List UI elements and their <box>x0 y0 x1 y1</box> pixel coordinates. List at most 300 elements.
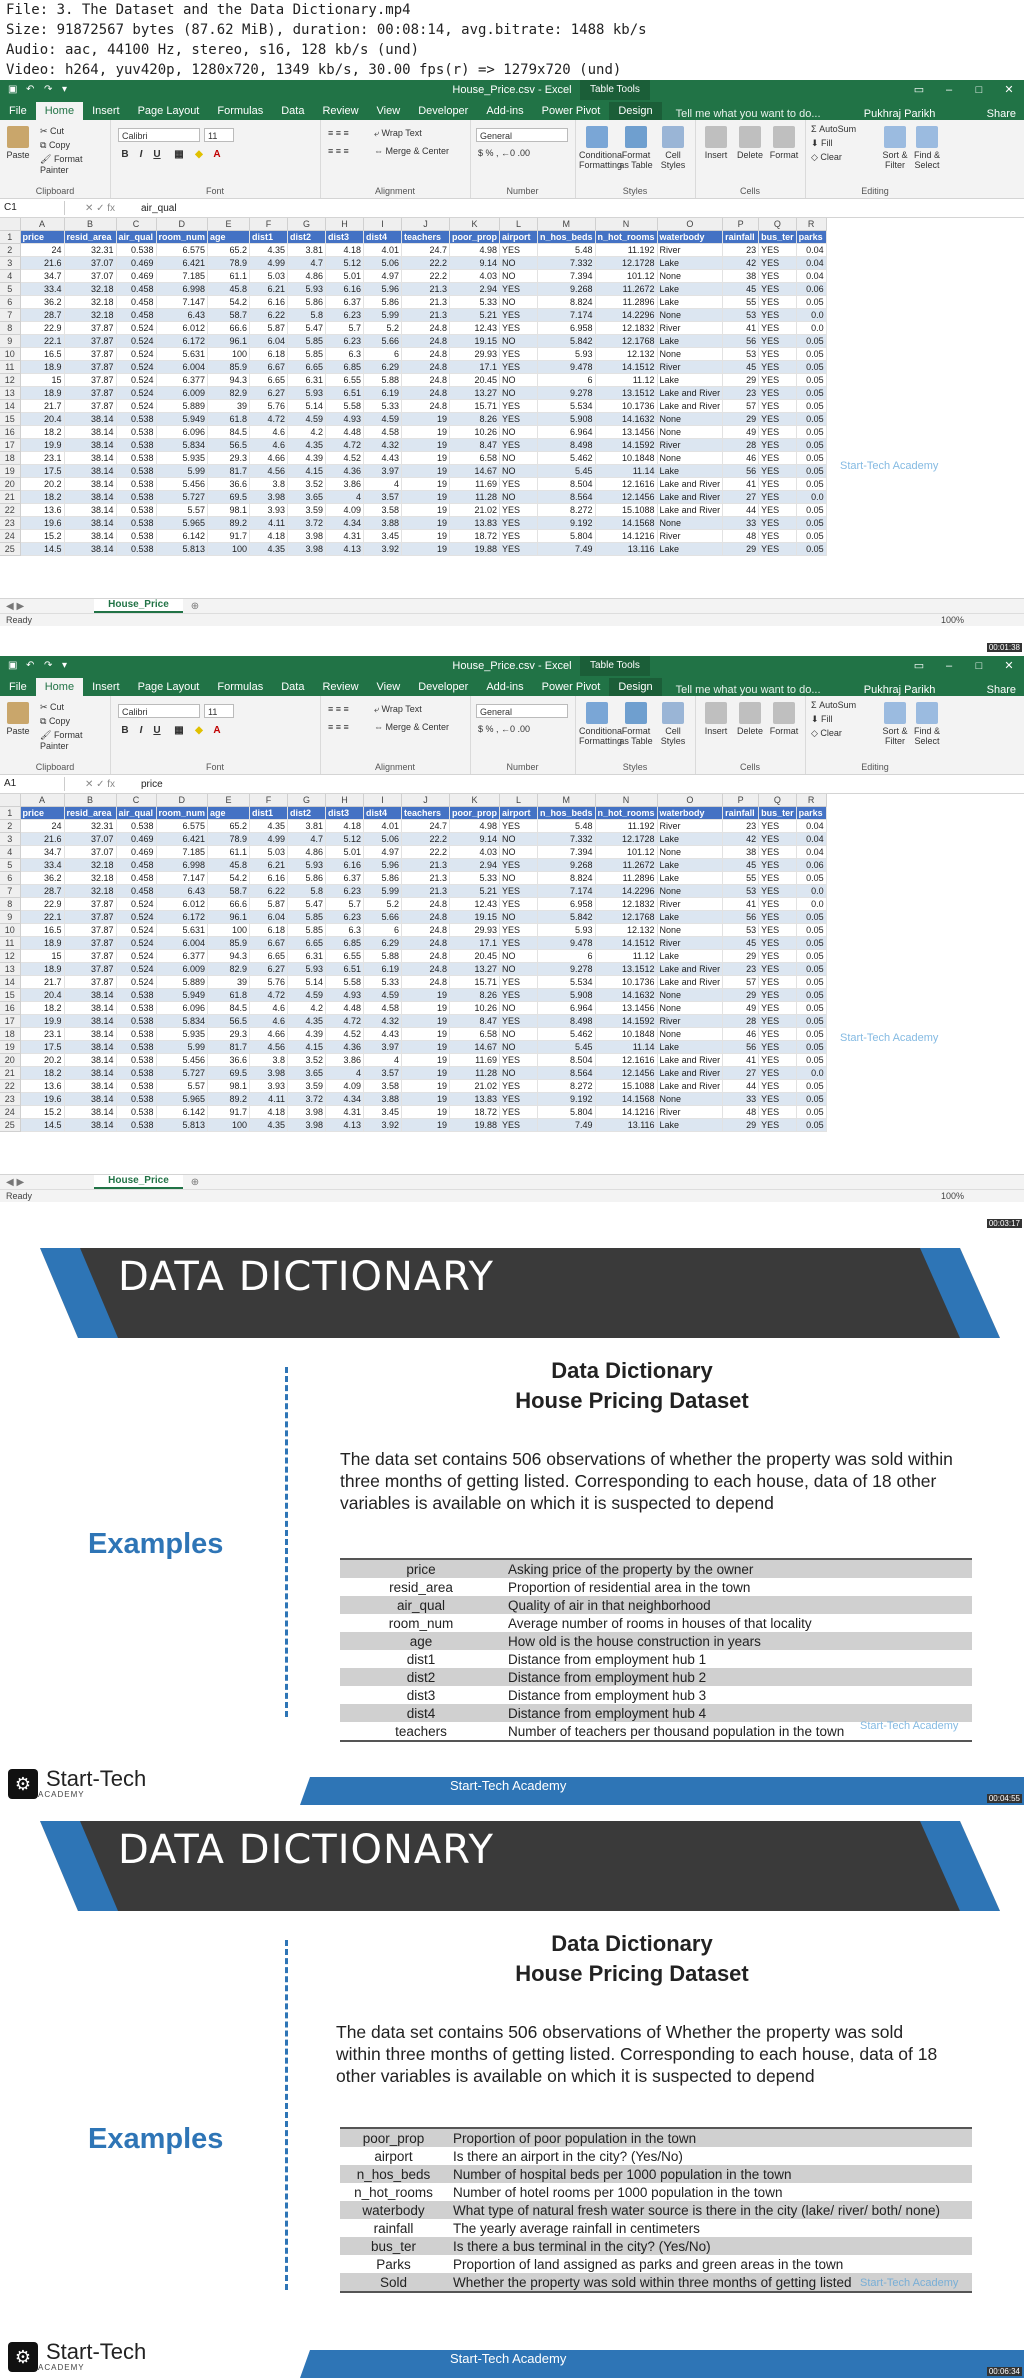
table-cell[interactable]: 20.2 <box>20 1054 64 1067</box>
table-cell[interactable]: 55 <box>723 872 759 885</box>
table-cell[interactable]: 11.2896 <box>595 872 657 885</box>
table-cell[interactable]: 12.1616 <box>595 1054 657 1067</box>
row-number[interactable]: 13 <box>0 387 20 400</box>
table-cell[interactable]: 100 <box>208 348 250 361</box>
row-number[interactable]: 6 <box>0 872 20 885</box>
table-cell[interactable]: 56 <box>723 911 759 924</box>
table-cell[interactable]: 3.98 <box>288 1106 326 1119</box>
table-cell[interactable]: 24.8 <box>402 348 450 361</box>
tab-review[interactable]: Review <box>322 681 359 693</box>
table-cell[interactable]: 6.172 <box>156 911 208 924</box>
table-cell[interactable]: 14.1512 <box>595 937 657 950</box>
table-cell[interactable]: Lake <box>657 1041 723 1054</box>
table-cell[interactable]: 38.14 <box>64 478 116 491</box>
add-sheet-icon[interactable]: ⊕ <box>190 600 200 612</box>
table-cell[interactable]: 0.05 <box>796 950 826 963</box>
sort-filter-button[interactable] <box>881 702 909 746</box>
tab-power-pivot[interactable]: Power Pivot <box>541 681 601 693</box>
table-cell[interactable]: 29.3 <box>208 1028 250 1041</box>
table-cell[interactable]: 14.1568 <box>595 1093 657 1106</box>
table-cell[interactable]: NO <box>500 1002 538 1015</box>
table-cell[interactable]: YES <box>500 924 538 937</box>
row-number[interactable]: 10 <box>0 348 20 361</box>
table-cell[interactable]: YES <box>500 989 538 1002</box>
add-sheet-icon[interactable]: ⊕ <box>190 1176 200 1188</box>
table-cell[interactable]: YES <box>759 989 797 1002</box>
table-cell[interactable]: Lake and River <box>657 1080 723 1093</box>
format-cells-button[interactable] <box>769 702 799 736</box>
table-cell[interactable]: 8.26 <box>450 413 500 426</box>
table-cell[interactable]: 5.456 <box>156 1054 208 1067</box>
table-cell[interactable]: 0.05 <box>796 543 826 556</box>
tab-add-ins[interactable]: Add-ins <box>486 681 524 693</box>
wrap-text-button[interactable]: ⤶ Wrap Text <box>374 128 422 138</box>
table-cell[interactable]: 5.88 <box>364 950 402 963</box>
table-cell[interactable]: YES <box>500 283 538 296</box>
table-cell[interactable]: 7.49 <box>538 543 596 556</box>
table-cell[interactable]: River <box>657 322 723 335</box>
table-cell[interactable]: 32.18 <box>64 296 116 309</box>
table-cell[interactable]: 4.18 <box>250 1106 288 1119</box>
column-letter[interactable]: K <box>450 218 500 231</box>
table-cell[interactable]: 21.6 <box>20 257 64 270</box>
table-cell[interactable]: 4.18 <box>326 244 364 257</box>
copy-button[interactable]: ⧉ Copy <box>40 140 70 150</box>
table-cell[interactable]: YES <box>759 872 797 885</box>
table-cell[interactable]: 6 <box>538 950 596 963</box>
delete-cells-button[interactable] <box>735 702 765 736</box>
row-number[interactable]: 8 <box>0 898 20 911</box>
table-cell[interactable]: 5.935 <box>156 1028 208 1041</box>
column-letter[interactable]: P <box>723 794 759 807</box>
underline-button[interactable]: U <box>153 725 161 736</box>
table-cell[interactable]: 29 <box>723 1119 759 1132</box>
tab-file[interactable]: File <box>9 681 27 693</box>
tab-developer[interactable]: Developer <box>418 105 469 117</box>
table-cell[interactable]: NO <box>500 491 538 504</box>
table-cell[interactable]: 0.05 <box>796 1028 826 1041</box>
column-letter[interactable]: G <box>288 218 326 231</box>
table-cell[interactable]: 38.14 <box>64 989 116 1002</box>
table-cell[interactable]: 8.47 <box>450 1015 500 1028</box>
table-cell[interactable]: 5.456 <box>156 478 208 491</box>
tab-view[interactable]: View <box>376 105 401 117</box>
table-cell[interactable]: 14.1592 <box>595 439 657 452</box>
table-cell[interactable]: 3.92 <box>364 543 402 556</box>
table-cell[interactable]: 4.52 <box>326 452 364 465</box>
table-cell[interactable]: 19 <box>402 452 450 465</box>
table-cell[interactable]: 5.58 <box>326 400 364 413</box>
table-cell[interactable]: 6.23 <box>326 885 364 898</box>
table-cell[interactable]: YES <box>759 348 797 361</box>
header-cell-resid_area[interactable]: resid_area <box>64 231 116 244</box>
table-cell[interactable]: 4.6 <box>250 1015 288 1028</box>
table-cell[interactable]: 24.8 <box>402 924 450 937</box>
table-cell[interactable]: YES <box>759 1002 797 1015</box>
table-cell[interactable]: 5.2 <box>364 322 402 335</box>
merge-center-button[interactable]: ⇔ Merge & Center <box>374 146 450 156</box>
table-cell[interactable]: 38.14 <box>64 1002 116 1015</box>
table-cell[interactable]: 19 <box>402 1067 450 1080</box>
table-cell[interactable]: YES <box>759 335 797 348</box>
table-cell[interactable]: 14.1216 <box>595 1106 657 1119</box>
table-cell[interactable]: 0.05 <box>796 1093 826 1106</box>
table-cell[interactable]: 5.66 <box>364 335 402 348</box>
table-cell[interactable]: 19.88 <box>450 543 500 556</box>
table-cell[interactable]: 6.096 <box>156 1002 208 1015</box>
bold-button[interactable]: B <box>121 149 129 160</box>
table-cell[interactable]: 3.98 <box>250 491 288 504</box>
table-cell[interactable]: 5.7 <box>326 322 364 335</box>
table-cell[interactable]: 5.21 <box>450 885 500 898</box>
table-cell[interactable]: 0.524 <box>116 950 156 963</box>
table-cell[interactable]: 6.958 <box>538 898 596 911</box>
table-cell[interactable]: YES <box>759 426 797 439</box>
table-cell[interactable]: 14.2296 <box>595 309 657 322</box>
tab-home[interactable]: Home <box>36 102 83 120</box>
table-cell[interactable]: 94.3 <box>208 950 250 963</box>
table-cell[interactable]: YES <box>759 1028 797 1041</box>
column-letter[interactable]: E <box>208 218 250 231</box>
table-cell[interactable]: None <box>657 413 723 426</box>
table-cell[interactable]: 5.12 <box>326 833 364 846</box>
find-select-button[interactable] <box>913 702 941 746</box>
table-cell[interactable]: YES <box>500 413 538 426</box>
table-cell[interactable]: 18.2 <box>20 1002 64 1015</box>
table-cell[interactable]: 53 <box>723 309 759 322</box>
table-cell[interactable]: 3.58 <box>364 504 402 517</box>
table-cell[interactable]: 4.35 <box>250 820 288 833</box>
table-cell[interactable]: 5.85 <box>288 348 326 361</box>
table-cell[interactable]: 45 <box>723 361 759 374</box>
table-cell[interactable]: 3.98 <box>288 530 326 543</box>
table-cell[interactable]: 0.538 <box>116 465 156 478</box>
fill-button[interactable]: ⬇ Fill <box>811 714 833 724</box>
tab-page-layout[interactable]: Page Layout <box>137 681 200 693</box>
table-cell[interactable]: 4.03 <box>450 846 500 859</box>
table-cell[interactable]: 0.05 <box>796 387 826 400</box>
table-cell[interactable]: 20.4 <box>20 413 64 426</box>
table-cell[interactable]: NO <box>500 950 538 963</box>
table-cell[interactable]: None <box>657 270 723 283</box>
table-cell[interactable]: 66.6 <box>208 898 250 911</box>
row-number[interactable]: 15 <box>0 413 20 426</box>
table-cell[interactable]: 15.2 <box>20 1106 64 1119</box>
table-cell[interactable]: 6.575 <box>156 820 208 833</box>
table-cell[interactable]: 36.6 <box>208 478 250 491</box>
table-cell[interactable]: 0.05 <box>796 335 826 348</box>
table-cell[interactable]: 38.14 <box>64 1028 116 1041</box>
table-cell[interactable]: 0.538 <box>116 504 156 517</box>
table-cell[interactable]: YES <box>500 504 538 517</box>
table-cell[interactable]: 11.28 <box>450 1067 500 1080</box>
table-cell[interactable]: NO <box>500 872 538 885</box>
table-cell[interactable]: NO <box>500 335 538 348</box>
header-cell-dist1[interactable]: dist1 <box>250 807 288 820</box>
table-cell[interactable]: 38.14 <box>64 1106 116 1119</box>
table-cell[interactable]: 54.2 <box>208 872 250 885</box>
tab-view[interactable]: View <box>376 681 401 693</box>
fx-icon[interactable]: ✕ ✓ fx <box>84 202 116 214</box>
table-cell[interactable]: 11.2672 <box>595 283 657 296</box>
table-cell[interactable]: 0.05 <box>796 426 826 439</box>
table-cell[interactable]: 42 <box>723 833 759 846</box>
table-cell[interactable]: 57 <box>723 976 759 989</box>
table-cell[interactable]: 37.07 <box>64 846 116 859</box>
copy-button[interactable]: ⧉ Copy <box>40 716 70 726</box>
table-cell[interactable]: 8.504 <box>538 1054 596 1067</box>
table-cell[interactable]: 4.66 <box>250 1028 288 1041</box>
font-size-select[interactable]: 11 <box>204 704 234 718</box>
table-cell[interactable]: 14.1592 <box>595 1015 657 1028</box>
table-cell[interactable]: 13.116 <box>595 543 657 556</box>
tab-review[interactable]: Review <box>322 105 359 117</box>
row-number[interactable]: 25 <box>0 543 20 556</box>
column-letter[interactable]: I <box>364 794 402 807</box>
table-cell[interactable]: 19 <box>402 1002 450 1015</box>
table-cell[interactable]: 13.1456 <box>595 426 657 439</box>
row-number[interactable]: 11 <box>0 361 20 374</box>
table-cell[interactable]: 6.16 <box>250 872 288 885</box>
table-cell[interactable]: 0.05 <box>796 872 826 885</box>
tab-formulas[interactable]: Formulas <box>217 681 264 693</box>
fx-icon[interactable]: ✕ ✓ fx <box>84 778 116 790</box>
row-number[interactable]: 13 <box>0 963 20 976</box>
table-cell[interactable]: 19 <box>402 989 450 1002</box>
table-cell[interactable]: 12.1768 <box>595 911 657 924</box>
table-cell[interactable]: 21.3 <box>402 296 450 309</box>
table-cell[interactable]: 4.58 <box>364 426 402 439</box>
table-cell[interactable]: 11.28 <box>450 491 500 504</box>
paste-button[interactable] <box>6 702 30 736</box>
table-cell[interactable]: 5.87 <box>250 322 288 335</box>
table-cell[interactable]: 4.7 <box>288 833 326 846</box>
table-cell[interactable]: River <box>657 530 723 543</box>
row-number[interactable]: 1 <box>0 231 20 244</box>
table-cell[interactable]: 4.6 <box>250 1002 288 1015</box>
table-cell[interactable]: 0.04 <box>796 270 826 283</box>
tab-design[interactable]: Design <box>609 678 661 696</box>
table-cell[interactable]: 21.3 <box>402 859 450 872</box>
align-top-icon[interactable]: ≡ ≡ ≡ <box>328 128 349 138</box>
table-cell[interactable]: YES <box>759 452 797 465</box>
table-cell[interactable]: 16.5 <box>20 924 64 937</box>
column-letter[interactable]: J <box>402 794 450 807</box>
borders-icon[interactable]: ▦ <box>174 725 184 736</box>
format-as-table-button[interactable] <box>619 702 653 746</box>
table-cell[interactable]: 24 <box>20 820 64 833</box>
table-cell[interactable]: 7.174 <box>538 309 596 322</box>
number-format-select[interactable]: General <box>476 128 568 142</box>
font-color-icon[interactable]: A <box>213 725 221 736</box>
table-cell[interactable]: 56 <box>723 1041 759 1054</box>
table-cell[interactable]: YES <box>759 439 797 452</box>
table-cell[interactable]: YES <box>500 976 538 989</box>
table-cell[interactable]: 7.49 <box>538 1119 596 1132</box>
table-cell[interactable]: 9.278 <box>538 963 596 976</box>
table-cell[interactable]: 6.27 <box>250 963 288 976</box>
font-name-select[interactable]: Calibri <box>118 704 200 718</box>
table-cell[interactable]: 56 <box>723 335 759 348</box>
table-cell[interactable]: Lake <box>657 374 723 387</box>
table-cell[interactable]: 4.31 <box>326 530 364 543</box>
row-number[interactable]: 2 <box>0 244 20 257</box>
table-cell[interactable]: 4.11 <box>250 517 288 530</box>
table-cell[interactable]: 49 <box>723 426 759 439</box>
table-cell[interactable]: 45 <box>723 859 759 872</box>
column-letter[interactable]: K <box>450 794 500 807</box>
table-cell[interactable]: 18.72 <box>450 1106 500 1119</box>
table-cell[interactable]: 46 <box>723 1028 759 1041</box>
column-letter[interactable]: P <box>723 218 759 231</box>
table-cell[interactable]: 4.35 <box>288 1015 326 1028</box>
table-cell[interactable]: None <box>657 989 723 1002</box>
table-cell[interactable]: 3.98 <box>250 1067 288 1080</box>
table-cell[interactable]: 0.05 <box>796 989 826 1002</box>
row-number[interactable]: 23 <box>0 517 20 530</box>
table-cell[interactable]: 0.04 <box>796 244 826 257</box>
save-icon[interactable]: ▣ <box>8 660 18 671</box>
table-cell[interactable]: 98.1 <box>208 1080 250 1093</box>
table-cell[interactable]: 4.35 <box>288 439 326 452</box>
row-number[interactable]: 2 <box>0 820 20 833</box>
table-cell[interactable]: 37.87 <box>64 976 116 989</box>
table-cell[interactable]: 11.69 <box>450 478 500 491</box>
table-cell[interactable]: 5.21 <box>450 309 500 322</box>
table-cell[interactable]: 15.1088 <box>595 504 657 517</box>
header-cell-dist4[interactable]: dist4 <box>364 231 402 244</box>
tab-add-ins[interactable]: Add-ins <box>486 105 524 117</box>
table-cell[interactable]: 21.3 <box>402 309 450 322</box>
table-cell[interactable]: 0.458 <box>116 283 156 296</box>
table-cell[interactable]: 5.727 <box>156 491 208 504</box>
header-cell-rainfall[interactable]: rainfall <box>723 231 759 244</box>
tab-developer[interactable]: Developer <box>418 681 469 693</box>
table-cell[interactable]: 9.478 <box>538 361 596 374</box>
table-cell[interactable]: 41 <box>723 478 759 491</box>
table-cell[interactable]: 14.1632 <box>595 989 657 1002</box>
table-cell[interactable]: 57 <box>723 400 759 413</box>
table-cell[interactable]: 5.813 <box>156 1119 208 1132</box>
table-cell[interactable]: 20.45 <box>450 950 500 963</box>
table-cell[interactable]: YES <box>500 885 538 898</box>
table-cell[interactable]: Lake and River <box>657 478 723 491</box>
column-letter[interactable]: L <box>500 218 538 231</box>
header-cell-price[interactable]: price <box>20 231 64 244</box>
table-cell[interactable]: 0.0 <box>796 898 826 911</box>
table-cell[interactable]: 34.7 <box>20 270 64 283</box>
table-cell[interactable]: 0.538 <box>116 1093 156 1106</box>
table-cell[interactable]: Lake <box>657 950 723 963</box>
table-cell[interactable]: 0.05 <box>796 1041 826 1054</box>
clear-button[interactable]: ◇ Clear <box>811 152 842 162</box>
table-cell[interactable]: 5.88 <box>364 374 402 387</box>
table-cell[interactable]: 8.504 <box>538 478 596 491</box>
table-cell[interactable]: 5.462 <box>538 452 596 465</box>
table-cell[interactable]: 4.36 <box>326 465 364 478</box>
table-cell[interactable]: None <box>657 452 723 465</box>
table-cell[interactable]: 0.05 <box>796 530 826 543</box>
tell-me-search[interactable]: Tell me what you want to do... <box>675 108 821 120</box>
tell-me-search[interactable]: Tell me what you want to do... <box>675 684 821 696</box>
table-cell[interactable]: 12.43 <box>450 322 500 335</box>
minimize-icon[interactable]: – <box>945 84 953 96</box>
table-cell[interactable]: 3.59 <box>288 504 326 517</box>
table-cell[interactable]: NO <box>500 1041 538 1054</box>
cell-styles-button[interactable] <box>657 126 689 170</box>
table-cell[interactable]: 89.2 <box>208 1093 250 1106</box>
table-cell[interactable]: River <box>657 361 723 374</box>
table-cell[interactable]: 12.132 <box>595 348 657 361</box>
table-cell[interactable]: YES <box>759 257 797 270</box>
header-cell-n_hot_rooms[interactable]: n_hot_rooms <box>595 231 657 244</box>
table-cell[interactable]: 6.65 <box>288 937 326 950</box>
table-cell[interactable]: 3.72 <box>288 1093 326 1106</box>
table-cell[interactable]: 5.86 <box>288 872 326 885</box>
table-cell[interactable]: 24 <box>20 244 64 257</box>
select-all-corner[interactable] <box>0 794 20 807</box>
table-cell[interactable]: 5.8 <box>288 309 326 322</box>
column-letter[interactable]: A <box>20 794 64 807</box>
sheet-nav-icon[interactable]: ◀ ▶ <box>6 1176 25 1188</box>
table-cell[interactable]: 0.538 <box>116 452 156 465</box>
table-cell[interactable]: 24.7 <box>402 820 450 833</box>
table-cell[interactable]: 8.272 <box>538 504 596 517</box>
table-cell[interactable]: None <box>657 1093 723 1106</box>
underline-button[interactable]: U <box>153 149 161 160</box>
table-cell[interactable]: 41 <box>723 898 759 911</box>
header-cell-poor_prop[interactable]: poor_prop <box>450 807 500 820</box>
table-cell[interactable]: 9.268 <box>538 283 596 296</box>
table-cell[interactable]: 4.34 <box>326 1093 364 1106</box>
table-cell[interactable]: 4.97 <box>364 270 402 283</box>
minimize-icon[interactable]: – <box>945 660 953 672</box>
table-cell[interactable]: 10.1736 <box>595 976 657 989</box>
table-cell[interactable]: 37.87 <box>64 348 116 361</box>
table-cell[interactable]: YES <box>500 543 538 556</box>
table-cell[interactable]: 0.469 <box>116 257 156 270</box>
table-cell[interactable]: YES <box>759 911 797 924</box>
table-cell[interactable]: 6.377 <box>156 950 208 963</box>
table-cell[interactable]: YES <box>759 937 797 950</box>
table-cell[interactable]: 6.37 <box>326 296 364 309</box>
table-cell[interactable]: 7.174 <box>538 885 596 898</box>
table-cell[interactable]: 56.5 <box>208 439 250 452</box>
table-cell[interactable]: 101.12 <box>595 270 657 283</box>
share-button[interactable]: Share <box>986 108 1016 120</box>
table-cell[interactable]: 5.908 <box>538 989 596 1002</box>
name-box[interactable]: A1 <box>0 777 65 791</box>
table-cell[interactable]: 19 <box>402 491 450 504</box>
table-cell[interactable]: 6.43 <box>156 885 208 898</box>
table-cell[interactable]: 19 <box>402 426 450 439</box>
table-cell[interactable]: 11.12 <box>595 374 657 387</box>
table-cell[interactable]: 37.07 <box>64 833 116 846</box>
table-cell[interactable]: 38.14 <box>64 1093 116 1106</box>
table-cell[interactable]: 48 <box>723 1106 759 1119</box>
table-cell[interactable]: 4.66 <box>250 452 288 465</box>
column-letter[interactable]: G <box>288 794 326 807</box>
header-cell-teachers[interactable]: teachers <box>402 231 450 244</box>
table-cell[interactable]: 5.66 <box>364 911 402 924</box>
table-cell[interactable]: 5.87 <box>250 898 288 911</box>
table-cell[interactable]: 4.13 <box>326 543 364 556</box>
table-cell[interactable]: 7.332 <box>538 833 596 846</box>
table-cell[interactable]: 38.14 <box>64 1119 116 1132</box>
table-cell[interactable]: 23 <box>723 387 759 400</box>
table-cell[interactable]: 10.1848 <box>595 452 657 465</box>
table-cell[interactable]: 0.524 <box>116 924 156 937</box>
